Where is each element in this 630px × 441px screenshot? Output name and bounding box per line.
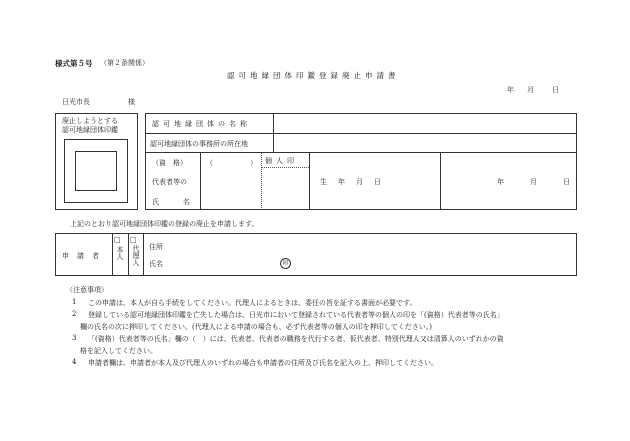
qualification-paren-close: ） bbox=[250, 159, 257, 167]
personal-seal-area[interactable] bbox=[262, 168, 308, 209]
form-reference: （第２条関係） bbox=[100, 59, 149, 67]
seal-impression-area[interactable] bbox=[75, 151, 117, 191]
address-label: 住所 bbox=[149, 243, 163, 251]
rep-name-field[interactable] bbox=[201, 153, 259, 209]
note-text-continued: 格を記入してください。 bbox=[80, 347, 157, 355]
divider bbox=[143, 233, 144, 276]
form-number: 様式第５号 bbox=[55, 59, 93, 68]
note-number: 2 bbox=[72, 310, 77, 318]
note-text: この申請は、本人が自ら手続をしてください。代理人によるときは、委任の旨を証する書面が必要です。 bbox=[88, 299, 417, 307]
rep-name-label-line3: 名 bbox=[183, 198, 190, 206]
application-statement: 上記のとおり認可地縁団体印鑑の登録の廃止を申請します。 bbox=[70, 220, 259, 228]
applicant-agent-checkbox[interactable]: □ bbox=[130, 236, 137, 244]
applicant-self-label: 本人 bbox=[116, 246, 124, 260]
note-text: 申請者欄は、申請者が本人及び代理人のいずれの場合も申請者の住所及び氏名を記入の上、押印してください。 bbox=[88, 359, 438, 367]
applicant-name-field[interactable] bbox=[166, 255, 276, 267]
date-day-label: 日 bbox=[552, 86, 559, 94]
note-number: 4 bbox=[72, 358, 77, 366]
seal-box-label-line2: 認可地縁団体印鑑 bbox=[62, 126, 118, 134]
seal-box-label-line1: 廃止しようとする bbox=[62, 117, 118, 125]
name-label: 氏名 bbox=[149, 260, 163, 268]
birth-month-label: 月 bbox=[530, 178, 537, 186]
note-text: 登録している認可地縁団体印鑑を亡失した場合は、日光市において登録されている代表者等の個人の印を「(資格）代表者等の氏名」 bbox=[88, 311, 504, 319]
divider bbox=[128, 233, 129, 276]
personal-seal-label: 個人印 bbox=[265, 157, 298, 165]
rep-name-label-line2: 氏 bbox=[152, 198, 159, 206]
date-year-label: 年 bbox=[507, 86, 514, 94]
document-title: 認可地縁団体印鑑登録廃止申請書 bbox=[227, 71, 400, 80]
qualification-label: （資 格） bbox=[152, 159, 187, 167]
seal-mark-icon: 印 bbox=[280, 258, 291, 269]
notes-title: （注意事項） bbox=[66, 286, 108, 294]
divider bbox=[112, 233, 113, 276]
birth-day-label: 日 bbox=[563, 178, 570, 186]
birth-date-label: 生 年 月 日 bbox=[320, 178, 383, 186]
applicant-self-checkbox[interactable]: □ bbox=[114, 236, 121, 244]
birth-date-field[interactable] bbox=[441, 153, 576, 209]
qualification-paren-open: （ bbox=[206, 159, 213, 167]
note-number: 3 bbox=[72, 334, 77, 342]
org-address-label: 認可地縁団体の事務所の所在地 bbox=[150, 140, 248, 148]
rep-name-label-line1: 代表者等の bbox=[152, 178, 187, 186]
addressee: 日光市長 bbox=[62, 98, 90, 106]
applicant-address-field[interactable] bbox=[166, 238, 571, 250]
note-number: 1 bbox=[72, 298, 77, 306]
org-name-label: 認可地縁団体の名称 bbox=[152, 120, 251, 128]
date-month-label: 月 bbox=[527, 86, 534, 94]
birth-year-label: 年 bbox=[497, 178, 504, 186]
org-name-field[interactable] bbox=[274, 114, 576, 133]
note-text: 「(資格）代表者等の氏名」欄の（ ）には、代表者、代表者の職務を代行する者、仮代表者、特別代理人又は清算人のいずれかの資 bbox=[88, 335, 504, 343]
note-text-continued: 欄の氏名の次に押印してください。(代理人による申請の場合も、必ず代表者等の個人の印を押印してください。) bbox=[80, 323, 432, 331]
applicant-agent-label: 代理人 bbox=[132, 245, 140, 266]
honorific: 様 bbox=[128, 98, 135, 106]
divider bbox=[309, 152, 310, 210]
applicant-label: 申請者 bbox=[62, 252, 107, 260]
org-address-field[interactable] bbox=[274, 134, 576, 152]
